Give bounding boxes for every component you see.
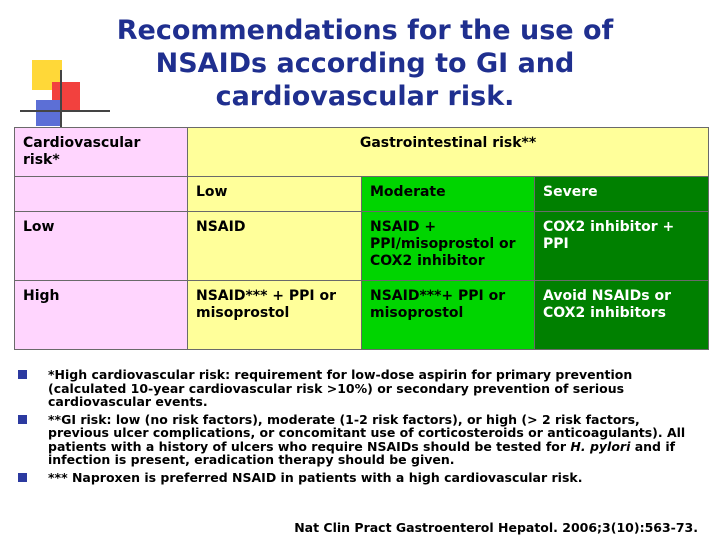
gastrointestinal-risk-header: Gastrointestinal risk**: [188, 128, 709, 177]
recommendation-table: [14, 127, 709, 350]
list-item: [18, 413, 688, 467]
decorative-square-blue: [36, 100, 62, 126]
table-row: [15, 281, 709, 350]
row-label-high: High: [15, 281, 188, 350]
square-bullet-icon: [18, 473, 27, 482]
list-item: [18, 471, 688, 485]
citation: Nat Clin Pract Gastroenterol Hepatol. 2006;3(10):563-73.: [294, 520, 698, 535]
square-bullet-icon: [18, 370, 27, 379]
table-cell: NSAID: [188, 212, 362, 281]
table-cell: NSAID***+ PPI or misoprostol: [362, 281, 535, 350]
footnote-cardiovascular: *High cardiovascular risk: requirement for low-dose aspirin for primary prevention (calculated 10-year cardiovascular risk >10%) or secondary prevention of serious cardiovascular events.: [48, 367, 633, 409]
list-item: [18, 368, 688, 409]
table-cell: NSAID + PPI/misoprostol or COX2 inhibitor: [362, 212, 535, 281]
column-header-low: Low: [188, 177, 362, 212]
square-bullet-icon: [18, 415, 27, 424]
slide-title: Recommendations for the use of NSAIDs according to GI and cardiovascular risk.: [116, 15, 614, 112]
table-cell: NSAID*** + PPI or misoprostol: [188, 281, 362, 350]
table-cell: COX2 inhibitor + PPI: [535, 212, 709, 281]
table-subheader-row: [15, 177, 709, 212]
row-label-low: Low: [15, 212, 188, 281]
empty-corner-cell: [15, 177, 188, 212]
table-cell: Avoid NSAIDs or COX2 inhibitors: [535, 281, 709, 350]
pathogen-name: H. pylori: [570, 438, 631, 454]
cardiovascular-risk-header: Cardiovascular risk*: [15, 128, 188, 177]
footnotes-list: [18, 368, 688, 488]
table-header-row: [15, 128, 709, 177]
footnote-gi: **GI risk: low (no risk factors), moderate (1-2 risk factors), or high (> 2 risk factors, previous ulcer complications, or concomitant use of corticosteroids or anticoagulants). All patients with a history of ulcers who require NSAIDs should be tested for H. pylori and if infection is present, eradication therapy should be given.: [48, 411, 686, 467]
column-header-moderate: Moderate: [362, 177, 535, 212]
footnote-naproxen: *** Naproxen is preferred NSAID in patients with a high cardiovascular risk.: [48, 469, 583, 485]
column-header-severe: Severe: [535, 177, 709, 212]
table-row: [15, 212, 709, 281]
